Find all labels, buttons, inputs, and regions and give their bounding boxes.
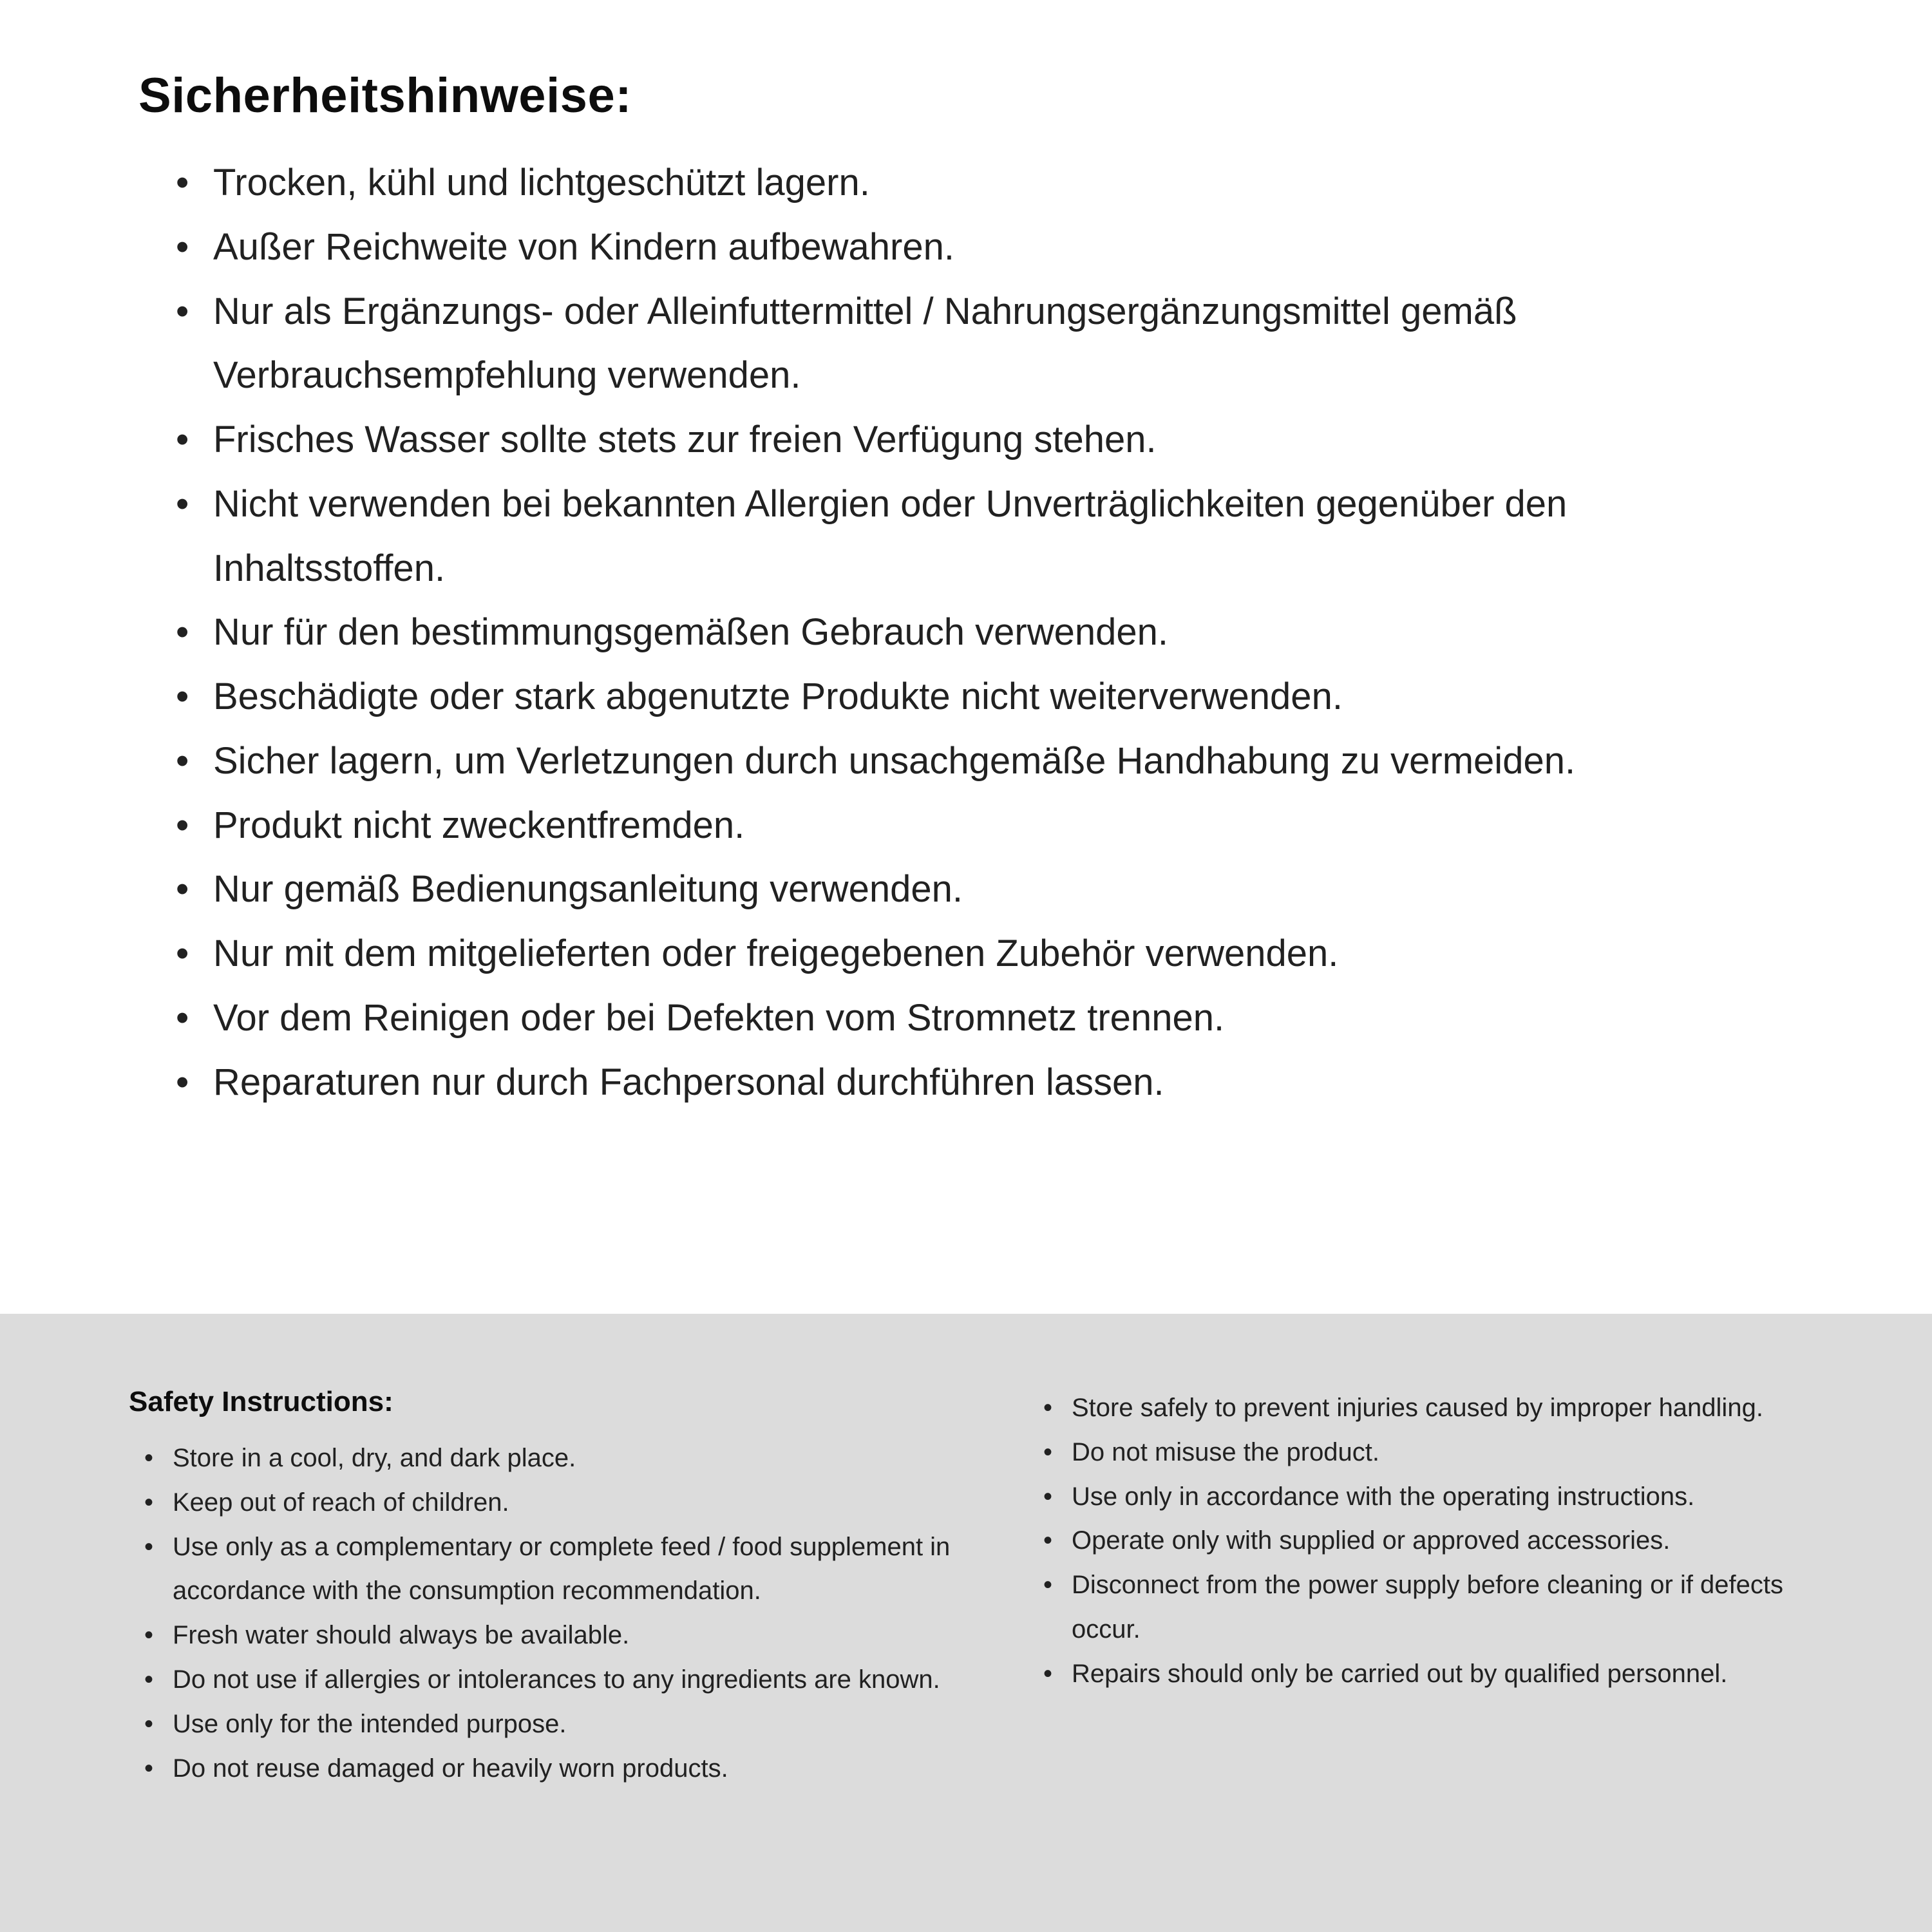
list-item: • Use only as a complementary or complete feed / food supplement in accordance with the consumption recommendation. [144, 1525, 985, 1614]
list-item: • Store in a cool, dry, and dark place. [144, 1436, 985, 1481]
list-item: • Store safely to prevent injuries caused by improper handling. [1043, 1386, 1797, 1430]
list-item: • Repairs should only be carried out by qualified personnel. [1043, 1652, 1797, 1696]
german-title: Sicherheitshinweise: [138, 68, 632, 123]
list-item: • Use only for the intended purpose. [144, 1702, 985, 1747]
list-item: • Sicher lagern, um Verletzungen durch unsachgemäße Handhabung zu vermeiden. [176, 729, 1790, 793]
english-section [0, 1314, 1932, 1932]
english-right-column [1043, 1386, 1797, 1932]
english-safety-list-left [129, 1436, 985, 1790]
list-item: • Nur mit dem mitgelieferten oder freigegebenen Zubehör verwenden. [176, 922, 1790, 986]
english-safety-list-right [1043, 1386, 1797, 1696]
list-item: • Nicht verwenden bei bekannten Allergien oder Unverträglichkeiten gegenüber den Inhaltsstoffen. [176, 472, 1790, 601]
list-item: • Use only in accordance with the operating instructions. [1043, 1475, 1797, 1519]
list-item: • Fresh water should always be available. [144, 1613, 985, 1658]
list-item: • Do not use if allergies or intolerances to any ingredients are known. [144, 1658, 985, 1702]
german-safety-list [138, 151, 1790, 1114]
list-item: • Do not misuse the product. [1043, 1430, 1797, 1475]
list-item: • Nur als Ergänzungs- oder Alleinfuttermittel / Nahrungsergänzungsmittel gemäß Verbrauchsempfehlung verwenden. [176, 279, 1790, 408]
list-item: • Do not reuse damaged or heavily worn products. [144, 1747, 985, 1791]
list-item: • Frisches Wasser sollte stets zur freien Verfügung stehen. [176, 408, 1790, 472]
list-item: • Operate only with supplied or approved accessories. [1043, 1519, 1797, 1563]
english-title: Safety Instructions: [129, 1386, 393, 1417]
list-item: • Nur gemäß Bedienungsanleitung verwenden. [176, 857, 1790, 922]
list-item: • Trocken, kühl und lichtgeschützt lagern. [176, 151, 1790, 215]
list-item: • Disconnect from the power supply before cleaning or if defects occur. [1043, 1563, 1797, 1652]
list-item: • Außer Reichweite von Kindern aufbewahren. [176, 215, 1790, 279]
list-item: • Keep out of reach of children. [144, 1481, 985, 1525]
list-item: • Vor dem Reinigen oder bei Defekten vom Stromnetz trennen. [176, 986, 1790, 1050]
list-item: • Produkt nicht zweckentfremden. [176, 793, 1790, 858]
english-left-column [129, 1386, 985, 1932]
list-item: • Nur für den bestimmungsgemäßen Gebrauch verwenden. [176, 600, 1790, 665]
list-item: • Beschädigte oder stark abgenutzte Produkte nicht weiterverwenden. [176, 665, 1790, 729]
list-item: • Reparaturen nur durch Fachpersonal durchführen lassen. [176, 1050, 1790, 1115]
